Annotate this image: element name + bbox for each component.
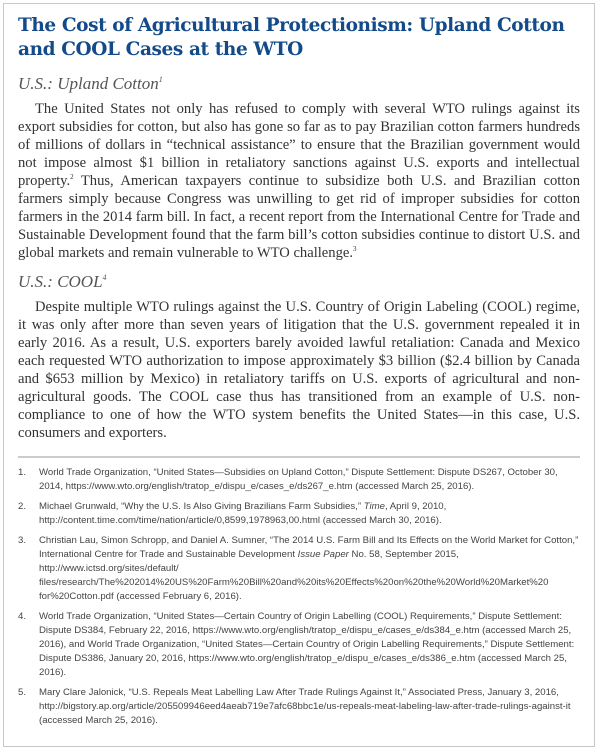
footnote-text: Michael Grunwald, “Why the U.S. Is Also Giving Brazilians Farm Subsidies,”	[39, 501, 364, 512]
footnote-ref[interactable]: 2	[70, 173, 74, 181]
paragraph-cool	[18, 298, 580, 442]
footnote-text: , April 9, 2010, http://content.time.com/time/nation/article/0,8599,1978963,00.html (accessed March 30, 2016).	[39, 501, 447, 526]
paragraph-upland-cotton	[18, 100, 580, 262]
page-title: The Cost of Agricultural Protectionism: Upland Cotton and COOL Cases at the WTO	[18, 15, 565, 60]
footnote-divider	[18, 456, 580, 458]
footnote-publication: Issue Paper	[297, 549, 349, 560]
footnote-item	[18, 534, 580, 604]
sidebar-box	[3, 3, 595, 747]
footnote-text: Mary Clare Jalonick, “U.S. Repeals Meat Labelling Law After Trade Rulings Against It,” Associated Press, January 3, 2016, http://bigstory.ap.org/article/205509946eed4aeab719e7afc68bbc1e/us-repeals-meat-labeling-law-after-trade-rulings-against-it (accessed March 25, 2016).	[39, 687, 571, 726]
heading-text: U.S.: COOL	[18, 272, 103, 291]
section-heading-cool	[18, 272, 580, 292]
footnote-text: World Trade Organization, “United States—Subsidies on Upland Cotton,” Dispute Settlement: Dispute DS267, October 30, 2014, https://www.wto.org/english/tratop_e/dispu_e/cases_e/ds267_e.htm (accessed March 25, 2016).	[39, 467, 558, 492]
footnote-text: No. 58, September 2015, http://www.ictsd.org/sites/default/ files/research/The%202014%20US%20Farm%20Bill%20and%20its%20Effects%20on%20the%20World%20Market%20 for%20Cotton.pdf (accessed February 6, 2016).	[39, 549, 549, 602]
footnote-ref[interactable]: 4	[102, 273, 107, 282]
footnote-number: 1.	[18, 467, 27, 478]
footnote-item	[18, 610, 580, 680]
footnote-number: 4.	[18, 611, 27, 622]
footnote-ref[interactable]: 3	[353, 245, 357, 253]
paragraph-text: Despite multiple WTO rulings against the U.S. Country of Origin Labeling (COOL) regime, it was only after more than seven years of litigation that the U.S. government repealed it in early 2016. As a result, U.S. exporters barely avoided lawful retaliation: Canada and Mexico each requested WTO authorization to impose approximately $3 billion ($2.4 billion by Canada and $653 million by Mexico) in retaliatory tariffs on U.S. exports of agricultural and non-agricultural goods. The COOL case thus has transitioned from an example of U.S. non-compliance to one of how the WTO system benefits the United States—in this case, U.S. consumers and exporters.	[18, 299, 580, 441]
paragraph-text: Thus, American taxpayers continue to subsidize both U.S. and Brazilian cotton farmers simply because Congress was unwilling to get rid of improper subsidies for cotton farmers in the 2014 farm bill. In fact, a recent report from the International Centre for Trade and Sustainable Development found that the farm bill’s cotton subsidies continue to distort U.S. and global markets and remain vulnerable to WTO challenge.	[18, 173, 580, 261]
footnote-text: Christian Lau, Simon Schropp, and Daniel A. Sumner, “The 2014 U.S. Farm Bill and Its Effects on the World Market for Cotton,” International Centre for Trade and Sustainable Development	[39, 535, 579, 560]
heading-text: U.S.: Upland Cotton	[18, 74, 159, 93]
footnote-number: 3.	[18, 535, 27, 546]
footnote-number: 2.	[18, 501, 27, 512]
footnote-item	[18, 466, 580, 494]
footnote-text: World Trade Organization, “United States—Certain Country of Origin Labelling (COOL) Requirements,” Dispute Settlement: Dispute DS384, February 22, 2016, https://www.wto.org/english/tratop_e/dispu_e/cases_e/ds384_e.htm (accessed March 25, 2016), and World Trade Organization, “United States—Certain Country of Origin Labelling Requirements,” Dispute Settlement: Dispute DS386, January 20, 2016, https://www.wto.org/english/tratop_e/dispu_e/cases_e/ds386_e.htm (accessed March 25, 2016).	[39, 611, 575, 678]
footnote-item	[18, 500, 580, 528]
footnote-ref[interactable]: 1	[158, 75, 163, 84]
paragraph-text: The United States not only has refused to comply with several WTO rulings against its export subsidies for cotton, but also has gone so far as to pay Brazilian cotton farmers hundreds of millions of dollars in “technical assistance” to ensure that the Brazilian government would not impose almost $1 billion in retaliatory sanctions against U.S. exports and intellectual property.	[18, 101, 580, 189]
footnote-number: 5.	[18, 687, 27, 698]
section-heading-upland-cotton	[18, 74, 580, 94]
footnote-publication: Time	[363, 501, 385, 512]
footnote-item	[18, 686, 580, 728]
footnotes-list	[18, 466, 580, 728]
